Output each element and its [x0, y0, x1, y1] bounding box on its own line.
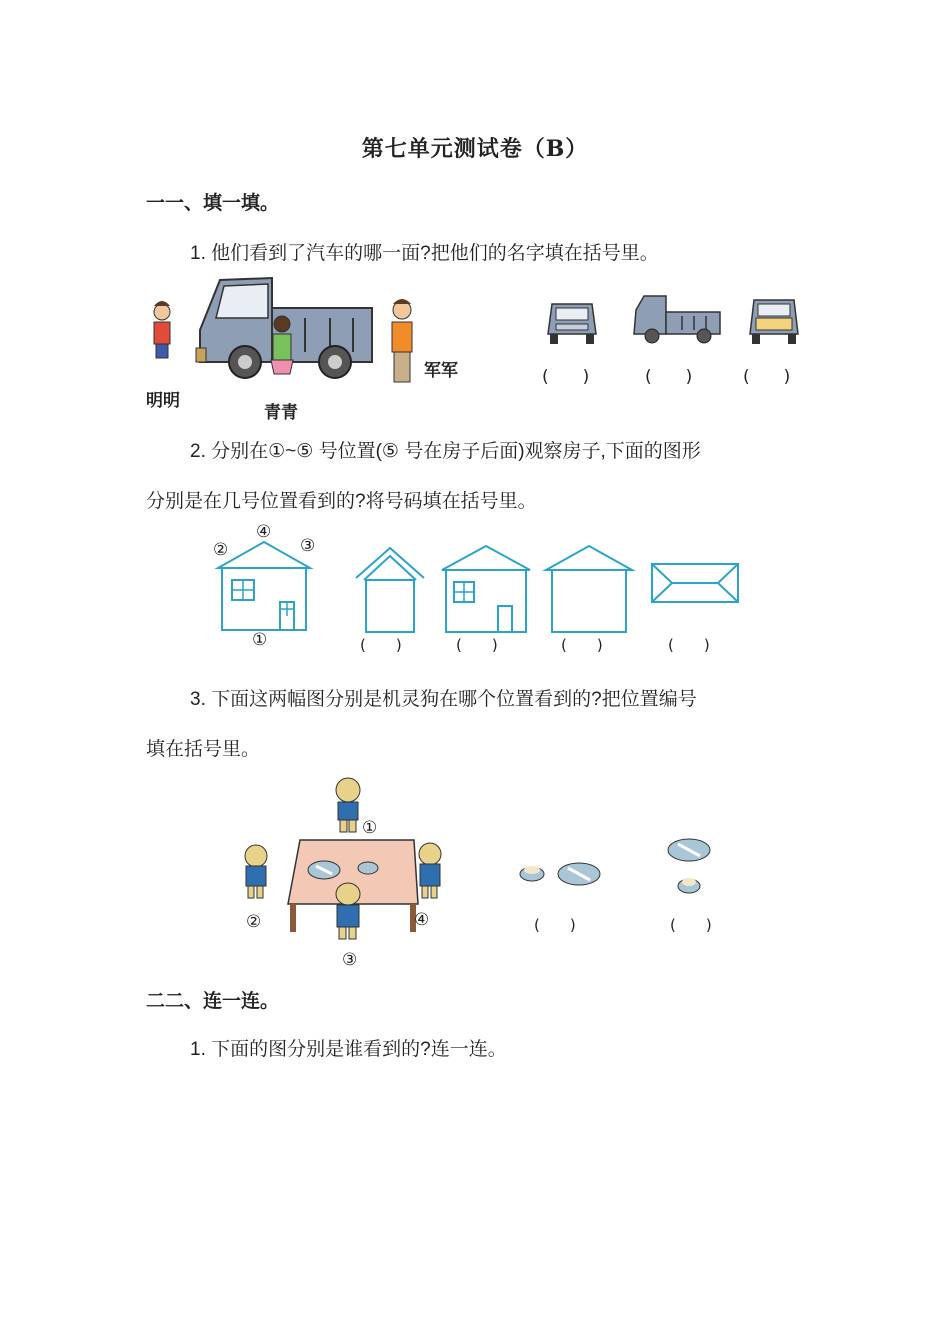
page-title: 第七单元测试卷（B） [361, 136, 589, 162]
position-4-label: ④ [256, 522, 272, 542]
name-label-qingqing: 青青 [264, 403, 298, 423]
question-1-text: 1. 他们看到了汽车的哪一面?把他们的名字填在括号里。 [190, 243, 659, 264]
answer-slot-dishes-2[interactable]: ( ) [670, 916, 712, 934]
answer-slot-house-4[interactable]: ( ) [668, 636, 710, 654]
answer-slot-truck-2[interactable]: ( ) [645, 367, 693, 387]
dog-position-1 [336, 778, 360, 832]
truck-scene-illustration [140, 270, 480, 420]
position-1-label: ① [252, 630, 268, 650]
question-3-line-1: 3. 下面这两幅图分别是机灵狗在哪个位置看到的?把位置编号 [190, 689, 697, 710]
dishes-view-b [664, 834, 714, 898]
name-label-mingming: 明明 [146, 391, 180, 411]
house-view-top [650, 562, 740, 604]
answer-slot-dishes-1[interactable]: ( ) [534, 916, 576, 934]
dog-position-2-label: ② [246, 912, 262, 932]
position-3-label: ③ [300, 536, 316, 556]
dog-position-2 [245, 845, 267, 898]
section-2-heading: 二二、连一连。 [146, 990, 280, 1012]
question-2-line-2: 分别是在几号位置看到的?将号码填在括号里。 [146, 491, 537, 512]
answer-slot-house-3[interactable]: ( ) [561, 636, 603, 654]
section-2-question-1-text: 1. 下面的图分别是谁看到的?连一连。 [190, 1039, 507, 1060]
truck-front-view [544, 294, 600, 346]
truck-side-view [630, 292, 724, 348]
answer-slot-house-1[interactable]: ( ) [360, 636, 402, 654]
question-2-line-1: 2. 分别在①~⑤ 号位置(⑤ 号在房子后面)观察房子,下面的图形 [190, 441, 701, 462]
section-1-heading: 一一、填一填。 [146, 192, 280, 214]
answer-slot-truck-1[interactable]: ( ) [542, 367, 590, 387]
truck-back-view [746, 294, 802, 346]
dog-position-1-label: ① [362, 818, 378, 838]
dog-position-4 [419, 843, 441, 898]
position-2-label: ② [213, 540, 229, 560]
answer-slot-truck-3[interactable]: ( ) [743, 367, 791, 387]
question-3-line-2: 填在括号里。 [146, 739, 261, 760]
answer-slot-house-2[interactable]: ( ) [456, 636, 498, 654]
dog-position-3-label: ③ [342, 950, 358, 970]
house-view-front [440, 544, 532, 634]
house-view-side [354, 544, 426, 634]
dog-position-3 [336, 883, 360, 939]
dog-position-4-label: ④ [414, 910, 430, 930]
house-view-back [544, 544, 634, 634]
house-main-diagram [214, 538, 314, 632]
name-label-junjun: 军军 [424, 361, 458, 381]
dishes-view-a [516, 856, 606, 892]
